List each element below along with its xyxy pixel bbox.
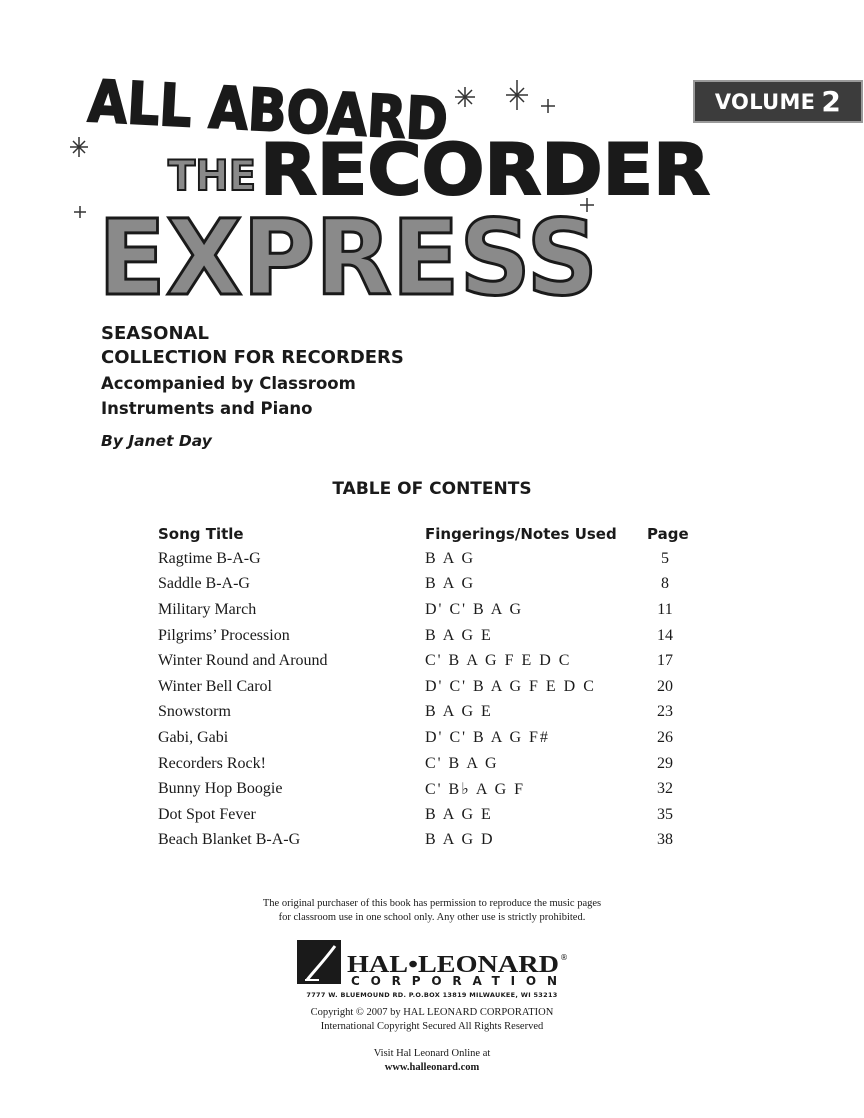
song-title: Ragtime B-A-G [158, 549, 261, 567]
reproduction-notice [0, 897, 864, 925]
song-title: Winter Bell Carol [158, 677, 272, 695]
toc-row [158, 776, 698, 802]
toc-title: TABLE OF CONTENTS [332, 479, 532, 499]
song-title: Dot Spot Fever [158, 805, 256, 823]
page-number: 29 [657, 754, 673, 772]
notes-used: C' B A G F E D C [425, 652, 572, 670]
copyright-line1: Copyright © 2007 by HAL LEONARD CORPORATION [310, 1007, 554, 1018]
visit-block [0, 1047, 864, 1075]
page-number: 32 [657, 780, 673, 798]
page-number: 5 [661, 549, 669, 567]
volume-number: 2 [821, 85, 842, 118]
notes-used: D' C' B A G F# [425, 728, 550, 746]
song-title: Bunny Hop Boogie [158, 780, 283, 798]
notes-used: B A G [425, 549, 476, 567]
title-logo [60, 62, 720, 352]
subtitle-seasonal: SEASONAL [101, 323, 209, 344]
notice-line1: The original purchaser of this book has permission to reproduce the music pages [262, 898, 602, 909]
header-notes: Fingerings/Notes Used [425, 524, 617, 543]
toc-table [158, 521, 698, 853]
publisher-address: 7777 W. BLUEMOUND RD. P.O.BOX 13819 MILWAUKEE, WI 53213 [306, 991, 558, 999]
subtitle-block [101, 322, 404, 420]
subtitle-collection: COLLECTION FOR RECORDERS [101, 347, 404, 368]
song-title: Military March [158, 600, 257, 618]
song-title: Snowstorm [158, 703, 231, 721]
toc-row [158, 623, 698, 649]
title-line3: EXPRESS [98, 197, 598, 319]
page-number: 23 [657, 703, 673, 721]
page-number: 11 [657, 600, 673, 618]
page-number: 35 [657, 805, 673, 823]
toc-row [158, 700, 698, 726]
toc-rows [158, 546, 698, 853]
title-the: THE [168, 151, 256, 200]
notes-used: D' C' B A G F E D C [425, 677, 596, 695]
toc-row [158, 725, 698, 751]
song-title: Gabi, Gabi [158, 728, 229, 746]
toc-row [158, 546, 698, 572]
subtitle-instruments: Instruments and Piano [101, 399, 313, 418]
volume-label: VOLUME [714, 89, 816, 114]
page-number: 26 [657, 728, 673, 746]
notes-used: B A G D [425, 831, 495, 849]
page-number: 14 [657, 626, 673, 644]
notes-used: B A G E [425, 805, 493, 823]
song-title: Saddle B-A-G [158, 575, 250, 593]
toc-row [158, 802, 698, 828]
page-number: 17 [657, 652, 673, 670]
song-title: Recorders Rock! [158, 754, 266, 772]
header-song-title: Song Title [158, 524, 244, 543]
website-link[interactable]: www.halleonard.com [384, 1062, 480, 1073]
header-page: Page [647, 524, 689, 543]
toc-row [158, 751, 698, 777]
publisher-name: HAL•LEONARD [347, 952, 559, 978]
notes-used: B A G [425, 575, 476, 593]
notes-used: C' B A G [425, 754, 499, 772]
toc-row [158, 572, 698, 598]
publisher-corp: CORPORATION [351, 974, 557, 988]
notes-used: B A G E [425, 626, 493, 644]
title-line2: RECORDER [260, 129, 710, 211]
svg-text:®: ® [560, 953, 568, 962]
copyright-block [0, 1006, 864, 1034]
toc-row [158, 674, 698, 700]
page-number: 8 [661, 575, 669, 593]
toc-row [158, 648, 698, 674]
page-number: 20 [657, 677, 673, 695]
notes-used: D' C' B A G [425, 600, 524, 618]
song-title: Pilgrims’ Procession [158, 626, 290, 644]
song-title: Beach Blanket B-A-G [158, 831, 301, 849]
notice-line2: for classroom use in one school only. Any other use is strictly prohibited. [278, 912, 586, 923]
notes-used: B A G E [425, 703, 493, 721]
toc-row [158, 597, 698, 623]
visit-text: Visit Hal Leonard Online at [373, 1048, 491, 1059]
toc-row [158, 828, 698, 854]
toc-header-row [158, 521, 698, 546]
subtitle-accompanied: Accompanied by Classroom [101, 374, 356, 393]
song-title: Winter Round and Around [158, 652, 328, 670]
author-byline: By Janet Day [101, 432, 212, 450]
title-line1: ALL ABOARD [86, 67, 504, 157]
page-number: 38 [657, 831, 673, 849]
copyright-line2: International Copyright Secured All Rights Reserved [320, 1021, 544, 1032]
notes-used: C' B♭ A G F [425, 781, 526, 799]
